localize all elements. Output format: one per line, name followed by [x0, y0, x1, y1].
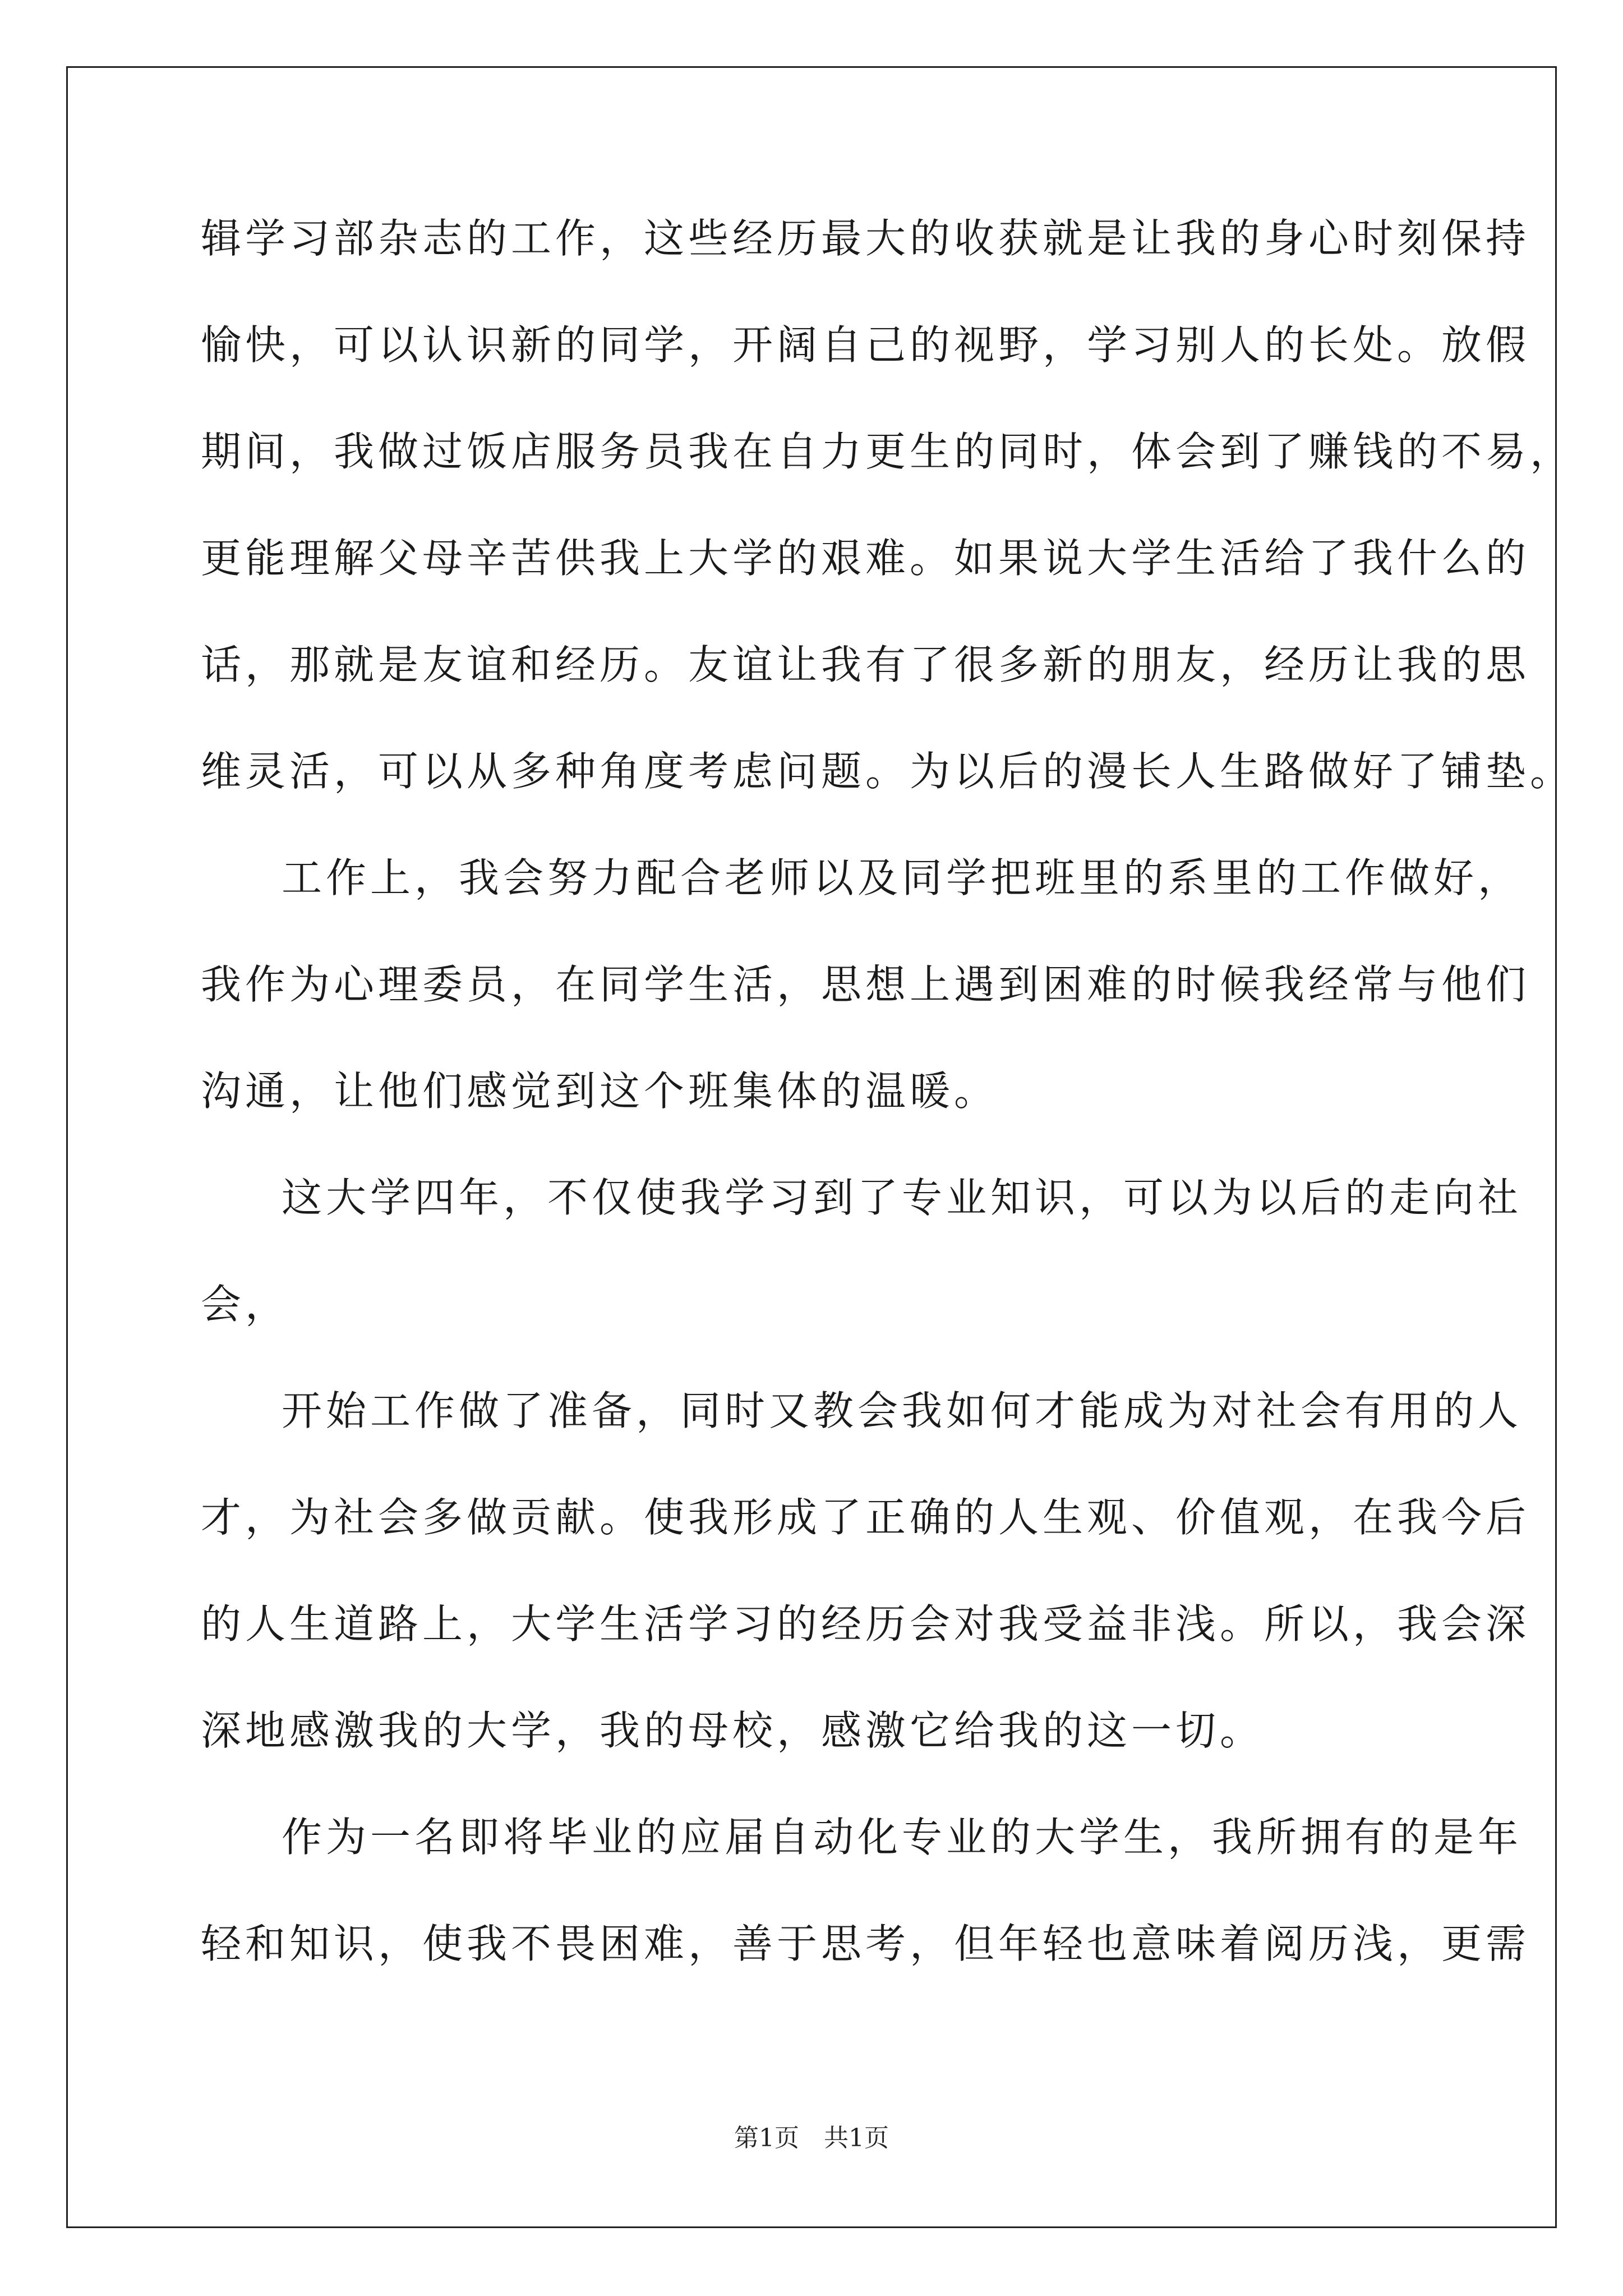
- text-line: 深地感激我的大学，我的母校，感激它给我的这一切。: [201, 1707, 1265, 1754]
- text-line: 作为一名即将毕业的应届自动化专业的大学生，我所拥有的是年: [282, 1814, 1523, 1861]
- page-total: 共1页: [824, 2124, 889, 2152]
- page-number: 第1页: [734, 2124, 799, 2152]
- text-line: 更能理解父母辛苦供我上大学的艰难。如果说大学生活给了我什么的: [201, 535, 1530, 582]
- text-line: 的人生道路上，大学生活学习的经历会对我受益非浅。所以，我会深: [201, 1600, 1530, 1648]
- text-line: 维灵活，可以从多种角度考虑问题。为以后的漫长人生路做好了铺垫。: [201, 748, 1575, 795]
- text-line: 这大学四年，不仅使我学习到了专业知识，可以为以后的走向社: [282, 1174, 1523, 1221]
- page-border: [66, 66, 1557, 2228]
- text-line: 会，: [201, 1281, 290, 1328]
- text-line: 轻和知识，使我不畏困难，善于思考，但年轻也意味着阅历浅，更需: [201, 1920, 1530, 1967]
- text-line: 话，那就是友谊和经历。友谊让我有了很多新的朋友，经历让我的思: [201, 641, 1530, 688]
- text-line: 辑学习部杂志的工作，这些经历最大的收获就是让我的身心时刻保持: [201, 215, 1530, 262]
- text-line: 我作为心理委员，在同学生活，思想上遇到困难的时候我经常与他们: [201, 961, 1530, 1008]
- text-line: 工作上，我会努力配合老师以及同学把班里的系里的工作做好，: [282, 854, 1523, 901]
- text-line: 开始工作做了准备，同时又教会我如何才能成为对社会有用的人: [282, 1387, 1523, 1434]
- text-line: 期间，我做过饭店服务员我在自力更生的同时，体会到了赚钱的不易，: [201, 428, 1575, 475]
- text-line: 愉快，可以认识新的同学，开阔自己的视野，学习别人的长处。放假: [201, 321, 1530, 369]
- text-line: 才，为社会多做贡献。使我形成了正确的人生观、价值观，在我今后: [201, 1494, 1530, 1541]
- text-line: 沟通，让他们感觉到这个班集体的温暖。: [201, 1068, 999, 1115]
- page-footer: [0, 2122, 1623, 2155]
